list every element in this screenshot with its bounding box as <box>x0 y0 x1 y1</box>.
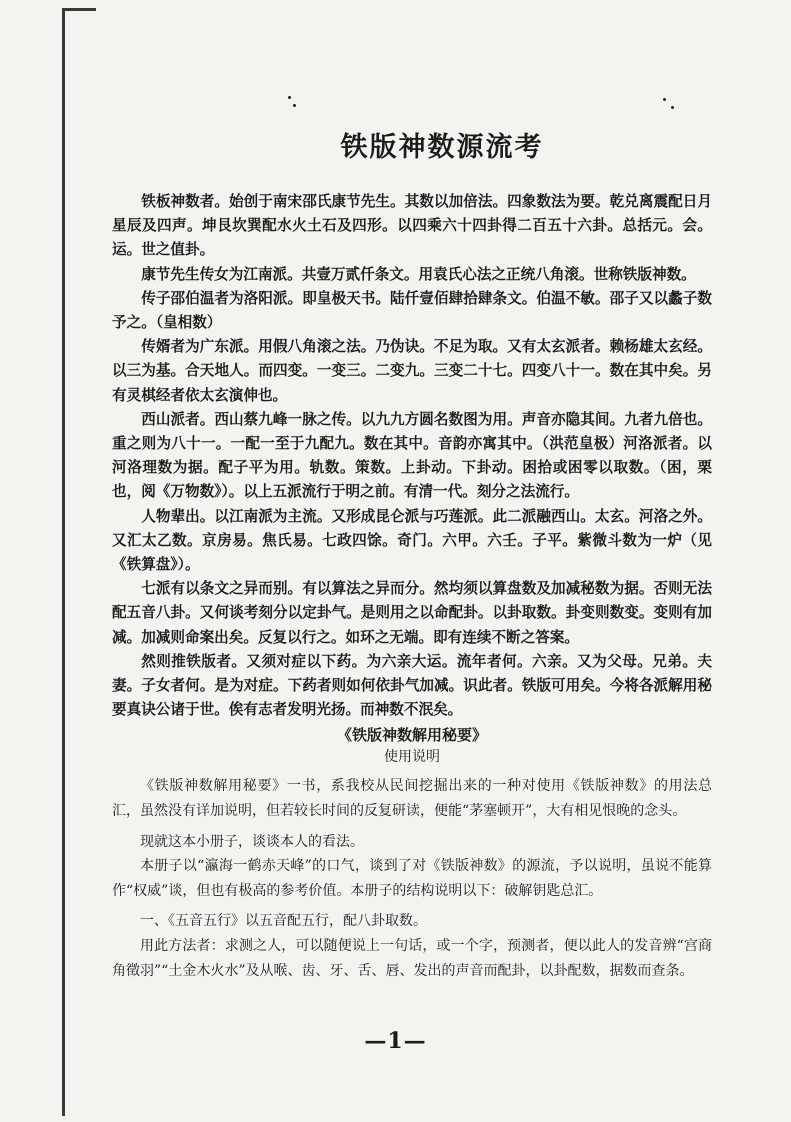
section-heading: 使用说明 <box>384 749 440 766</box>
instruction-paragraph: 本册子以“瀛海一鹤赤天峰”的口气，谈到了对《铁版神数》的源流，予以说明，虽说不能算作“权威”谈，但也有极高的参考价值。本册子的结构说明以下：破解钥匙总汇。 <box>112 858 712 899</box>
paragraph: 七派有以条文之异而别。有以算法之异而分。然均须以算盘数及加减秘数为据。否则无法配五音八卦。又何谈考刻分以定卦气。是则用之以命配卦。以卦取数。卦变则数变。变则有加减。加减则命案出矣。反复以行之。如环之无端。即有连续不断之答案。 <box>112 580 712 646</box>
book-title: 《铁版神数解用秘要》 <box>336 726 487 745</box>
instruction-paragraph: 一、《五音五行》以五音配五行，配八卦取数。 <box>140 913 427 930</box>
scan-speck <box>288 96 291 99</box>
paragraph: 传婿者为广东派。用假八角滚之法。乃伪诀。不足为取。又有太玄派者。赖杨雄太玄经。以三为基。合天地人。而四变。一变三。二变九。三变二十七。四变八十一。数在其中矣。另有灵棋经者依太玄演伸也。 <box>112 338 712 404</box>
instruction-paragraph: 《铁版神数解用秘要》一书，系我校从民间挖掘出来的一种对使用《铁版神数》的用法总汇，虽然没有详加说明，但若较长时间的反复研读，便能“茅塞顿开”，大有相见恨晚的念头。 <box>112 778 712 820</box>
paragraph: 然则推铁版者。又须对症以下药。为六亲大运。流年者何。六亲。又为父母。兄弟。夫妻。子女者何。是为对症。下药者则如何依卦气加减。识此者。铁版可用矣。今将各派解用秘要真诀公诸于世。俟有志者发明光扬。而神数不泯矣。 <box>112 652 712 719</box>
document-page <box>112 125 712 983</box>
scan-border-top <box>62 8 96 11</box>
scan-speck <box>671 106 674 109</box>
page-title: 铁版神数源流考 <box>340 132 544 163</box>
instruction-paragraph: 用此方法者：求测之人，可以随便说上一句话，或一个字，预测者，便以此人的发音辨“宫商角徵羽”“土金木火水”及从喉、齿、牙、舌、唇、发出的声音而配卦，以卦配数，据数而查条。 <box>112 938 712 979</box>
paragraph: 铁板神数者。始创于南宋邵氏康节先生。其数以加倍法。四象数法为要。乾兑离震配日月星辰及四声。坤艮坎巽配水火土石及四形。以四乘六十四卦得二百五十六卦。总括元。会。运。世之值卦。 <box>112 193 712 259</box>
scan-border-left <box>62 8 65 1116</box>
paragraph: 传子邵伯温者为洛阳派。即皇极天书。陆仟壹佰肆拾肆条文。伯温不敏。邵子又以蠡子数予之。（皇相数） <box>112 289 712 332</box>
paragraph: 康节先生传女为江南派。共壹万贰仟条文。用袁氏心法之正统八角滚。世称铁版神数。 <box>141 265 696 283</box>
page-number: —1— <box>364 1028 427 1054</box>
scan-speck <box>663 98 666 101</box>
paragraph: 人物辈出。以江南派为主流。又形成昆仑派与巧莲派。此二派融西山。太玄。河洛之外。又汇太乙数。京房易。焦氏易。七政四馀。奇门。六甲。六壬。子平。紫微斗数为一炉（见《铁算盘》）。 <box>112 507 712 574</box>
paragraph: 西山派者。西山蔡九峰一脉之传。以九九方圆名数图为用。声音亦隐其间。九者九倍也。重之则为八十一。一配一至于九配九。数在其中。音韵亦寓其中。（洪范皇极）河洛派者。以河洛理数为据。配子平为用。轨数。策数。上卦动。下卦动。困拾或困零以取数。（困，栗也，阅《万物数》）。以上五派流行于明之前。有清一代。刻分之法流行。 <box>112 410 712 501</box>
instruction-paragraph: 现就这本小册子，谈谈本人的看法。 <box>140 833 364 850</box>
scan-speck <box>293 104 296 107</box>
